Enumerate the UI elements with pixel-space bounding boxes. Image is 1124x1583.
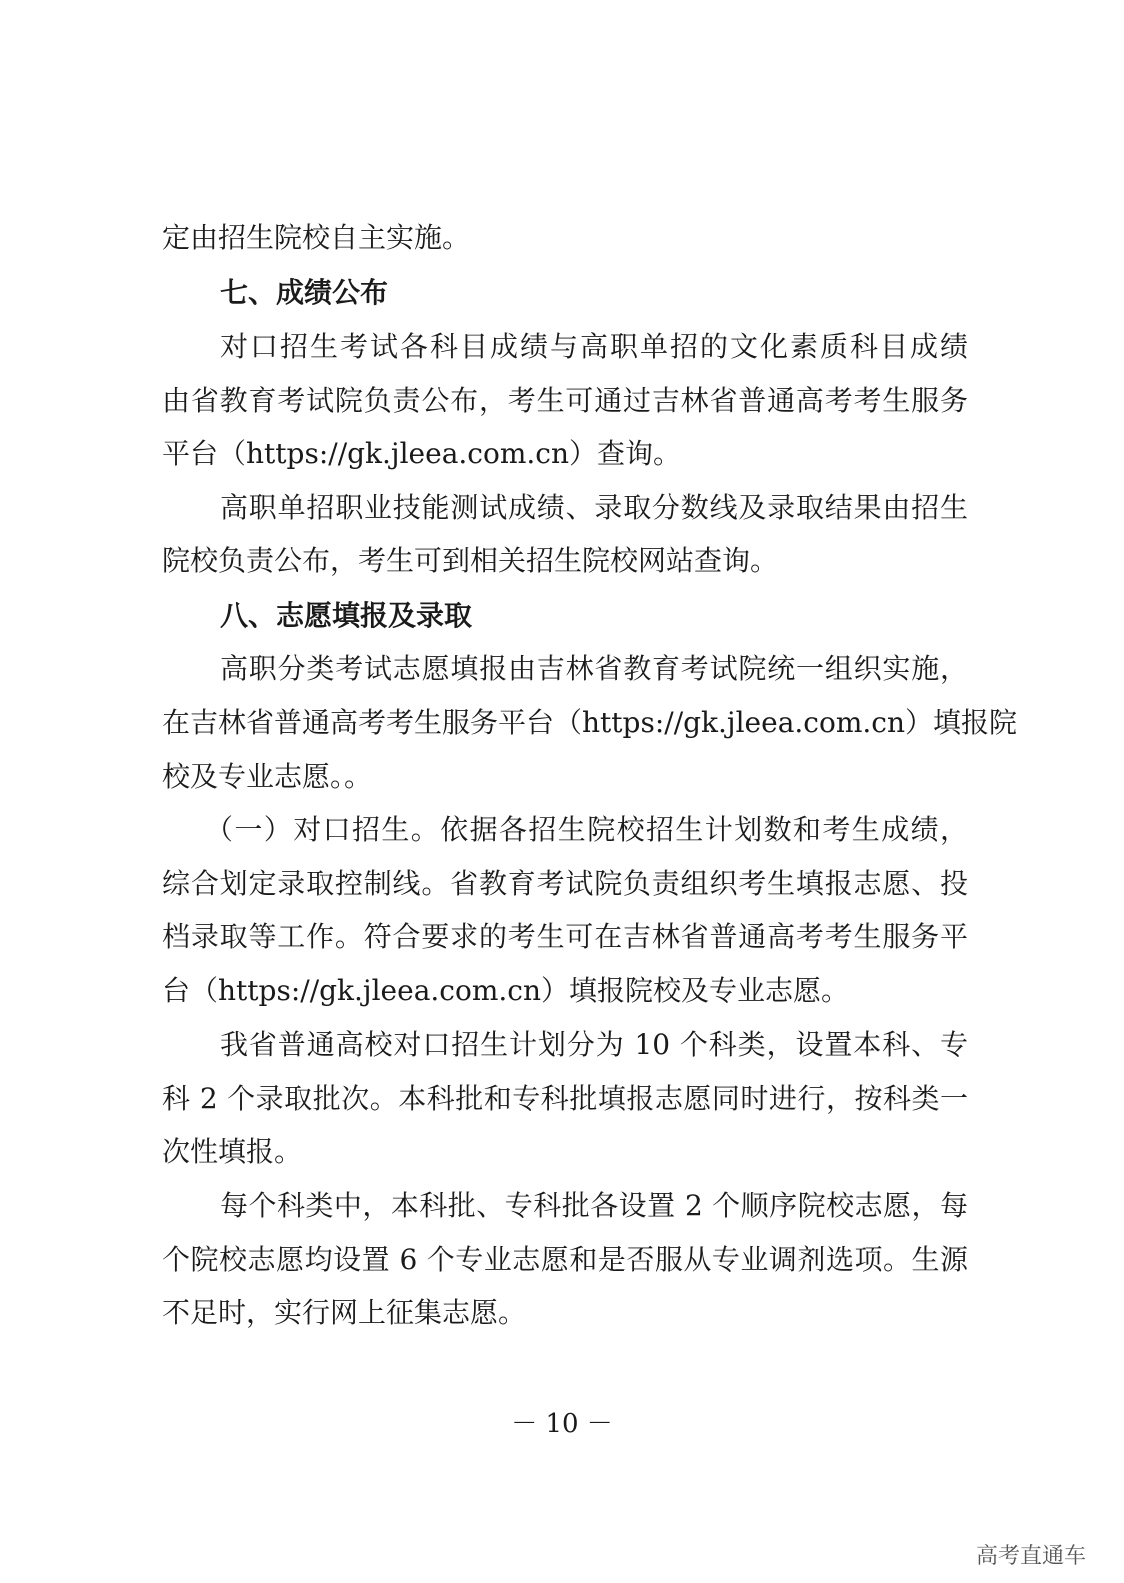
paragraph-line: 我省普通高校对口招生计划分为 10 个科类，设置本科、专 [220, 1028, 968, 1061]
watermark: 高考直通车 [975, 1544, 1086, 1569]
paragraph-line: 每个科类中，本科批、专科批各设置 2 个顺序院校志愿，每 [220, 1189, 968, 1222]
paragraph-line: 综合划定录取控制线。省教育考试院负责组织考生填报志愿、投 [162, 867, 968, 900]
paragraph-line: 台（https://gk.jleea.com.cn）填报院校及专业志愿。 [162, 974, 849, 1007]
paragraph-line: 高职分类考试志愿填报由吉林省教育考试院统一组织实施， [220, 652, 968, 685]
paragraph-line: 次性填报。 [162, 1135, 303, 1168]
paragraph-line: 院校负责公布，考生可到相关招生院校网站查询。 [162, 544, 779, 577]
paragraph-line: 高职单招职业技能测试成绩、录取分数线及录取结果由招生 [220, 491, 968, 524]
paragraph-line: （一）对口招生。依据各招生院校招生计划数和考生成绩， [205, 813, 968, 846]
paragraph-line: 在吉林省普通高考考生服务平台（https://gk.jleea.com.cn）填报院 [162, 706, 1018, 739]
paragraph-line: 校及专业志愿。。 [162, 760, 373, 793]
paragraph-line: 对口招生考试各科目成绩与高职单招的文化素质科目成绩 [220, 330, 968, 363]
paragraph-line: 不足时，实行网上征集志愿。 [162, 1296, 527, 1329]
paragraph-line: 科 2 个录取批次。本科批和专科批填报志愿同时进行，按科类一 [162, 1082, 968, 1115]
paragraph-line: 定由招生院校自主实施。 [162, 221, 471, 254]
paragraph-line: 由省教育考试院负责公布，考生可通过吉林省普通高考考生服务 [162, 384, 968, 417]
section-heading-admission: 八、志愿填报及录取 [220, 599, 473, 632]
section-heading-results: 七、成绩公布 [220, 276, 389, 309]
paragraph-line: 个院校志愿均设置 6 个专业志愿和是否服从专业调剂选项。生源 [162, 1243, 968, 1276]
page-number: － 10 － [511, 1409, 613, 1439]
paragraph-line: 档录取等工作。符合要求的考生可在吉林省普通高考考生服务平 [162, 920, 968, 953]
paragraph-line: 平台（https://gk.jleea.com.cn）查询。 [162, 437, 681, 470]
